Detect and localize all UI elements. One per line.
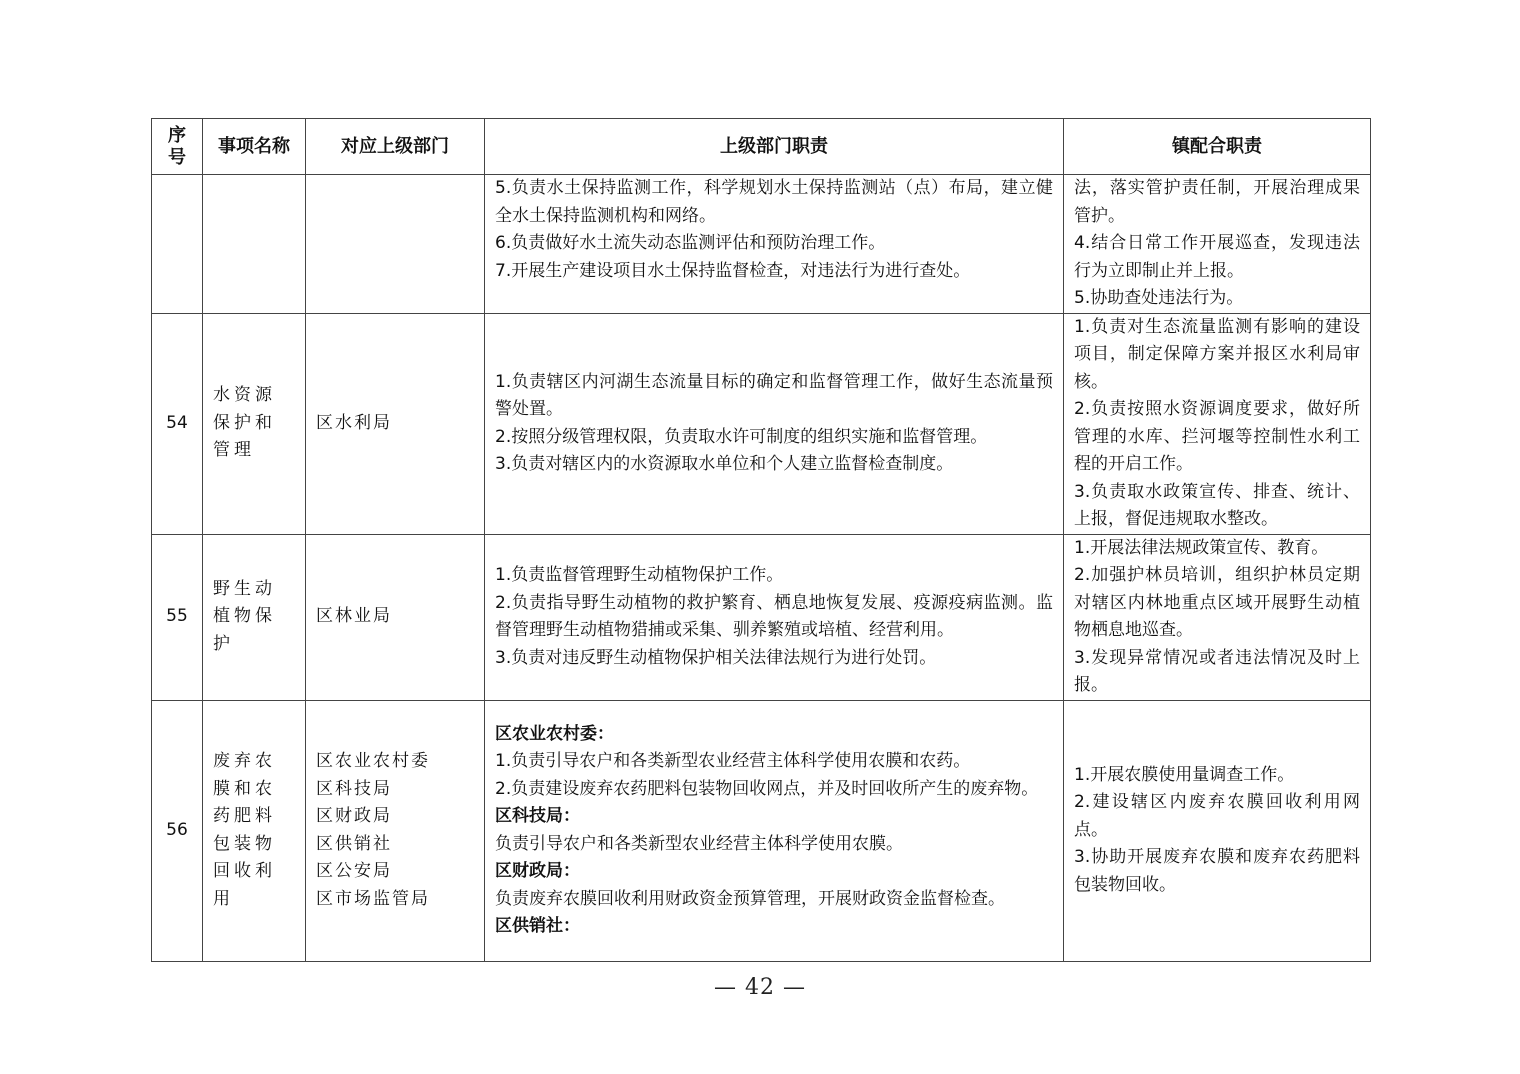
town-duty-item: 2.负责按照水资源调度要求，做好所管理的水库、拦河堰等控制性水利工程的开启工作。 xyxy=(1074,399,1360,474)
town-duty-item: 2.加强护林员培训，组织护林员定期对辖区内林地重点区域开展野生动植物栖息地巡查。 xyxy=(1074,565,1360,640)
town-duty-item: 法，落实管护责任制，开展治理成果管护。 xyxy=(1074,178,1360,226)
duty-department-heading: 区财政局： xyxy=(495,861,580,881)
duty-department-heading: 区供销社： xyxy=(495,916,580,936)
town-duty-item: 4.结合日常工作开展巡查，发现违法行为立即制止并上报。 xyxy=(1074,233,1360,281)
table-row xyxy=(152,700,1371,961)
town-duty-item: 1.开展法律法规政策宣传、教育。 xyxy=(1074,537,1329,558)
duty-item: 1.负责监督管理野生动植物保护工作。 xyxy=(495,565,784,585)
town-duty xyxy=(1064,175,1371,314)
row-number xyxy=(152,175,203,314)
table-body xyxy=(152,175,1371,962)
duty-department-heading: 区科技局： xyxy=(495,806,580,826)
department-name: 区科技局 xyxy=(316,778,392,799)
department-name: 区财政局 xyxy=(316,806,392,826)
town-duty-item: 3.协助开展废弃农膜和废弃农药肥料包装物回收。 xyxy=(1074,847,1360,895)
department-name: 区水利局 xyxy=(316,412,392,433)
page-number: — 42 — xyxy=(714,975,806,1000)
item-name: 废弃农膜和农药肥料包装物回收利用 xyxy=(203,700,306,961)
upper-department xyxy=(306,700,485,961)
town-duty-item: 3.发现异常情况或者违法情况及时上报。 xyxy=(1074,647,1360,695)
duty-item: 6.负责做好水土流失动态监测评估和预防治理工作。 xyxy=(495,233,886,253)
row-number: 54 xyxy=(152,313,203,534)
department-name: 区农业农村委 xyxy=(316,751,430,771)
item-name xyxy=(203,175,306,314)
town-duty-item: 1.开展农膜使用量调查工作。 xyxy=(1074,764,1295,785)
department-name: 区市场监管局 xyxy=(316,888,430,909)
upper-duty xyxy=(485,313,1064,534)
duty-item: 负责引导农户和各类新型农业经营主体科学使用农膜。 xyxy=(495,833,903,854)
duty-item: 3.负责对违反野生动植物保护相关法律法规行为进行处罚。 xyxy=(495,647,937,668)
header-name: 事项名称 xyxy=(203,119,306,175)
duty-item: 7.开展生产建设项目水土保持监督检查，对违法行为进行查处。 xyxy=(495,260,971,281)
header-no xyxy=(152,119,203,175)
table-row xyxy=(152,175,1371,314)
upper-department xyxy=(306,175,485,314)
duty-item: 1.负责辖区内河湖生态流量目标的确定和监督管理工作，做好生态流量预警处置。 xyxy=(495,371,1053,419)
town-duty-item: 1.负责对生态流量监测有影响的建设项目，制定保障方案并报区水利局审核。 xyxy=(1074,316,1360,392)
duty-item: 1.负责引导农户和各类新型农业经营主体科学使用农膜和农药。 xyxy=(495,751,971,771)
duty-item: 负责废弃农膜回收利用财政资金预算管理，开展财政资金监督检查。 xyxy=(495,888,1005,909)
department-name: 区林业局 xyxy=(316,606,392,627)
town-duty xyxy=(1064,313,1371,534)
upper-duty xyxy=(485,534,1064,700)
header-row xyxy=(152,119,1371,175)
table-row xyxy=(152,313,1371,534)
town-duty xyxy=(1064,700,1371,961)
town-duty-item: 3.负责取水政策宣传、排查、统计、上报，督促违规取水整改。 xyxy=(1074,481,1360,529)
item-name: 野生动植物保护 xyxy=(203,534,306,700)
upper-duty xyxy=(485,175,1064,314)
header-town: 镇配合职责 xyxy=(1064,119,1371,175)
row-number: 55 xyxy=(152,534,203,700)
row-number: 56 xyxy=(152,700,203,961)
duty-item: 5.负责水土保持监测工作，科学规划水土保持监测站（点）布局，建立健全水土保持监测机构和网络。 xyxy=(495,178,1053,226)
header-no-label: 序 号 xyxy=(168,124,186,168)
town-duty-item: 5.协助查处违法行为。 xyxy=(1074,288,1244,308)
department-name: 区公安局 xyxy=(316,861,392,881)
town-duty-item: 2.建设辖区内废弃农膜回收利用网点。 xyxy=(1074,792,1360,840)
upper-department xyxy=(306,534,485,700)
item-name: 水资源保护和管理 xyxy=(203,313,306,534)
upper-department xyxy=(306,313,485,534)
upper-duty xyxy=(485,700,1064,961)
header-duty: 上级部门职责 xyxy=(485,119,1064,175)
duty-item: 2.负责指导野生动植物的救护繁育、栖息地恢复发展、疫源疫病监测。监督管理野生动植物猎捕或采集、驯养繁殖或培植、经营利用。 xyxy=(495,592,1053,640)
town-duty xyxy=(1064,534,1371,700)
duty-table xyxy=(151,118,1371,962)
duty-department-heading: 区农业农村委： xyxy=(495,723,614,744)
duty-item: 2.负责建设废弃农药肥料包装物回收网点，并及时回收所产生的废弃物。 xyxy=(495,778,1039,799)
department-name: 区供销社 xyxy=(316,833,392,854)
table-row xyxy=(152,534,1371,700)
header-dept: 对应上级部门 xyxy=(306,119,485,175)
duty-item: 2.按照分级管理权限，负责取水许可制度的组织实施和监督管理。 xyxy=(495,426,988,447)
duty-item: 3.负责对辖区内的水资源取水单位和个人建立监督检查制度。 xyxy=(495,454,954,474)
